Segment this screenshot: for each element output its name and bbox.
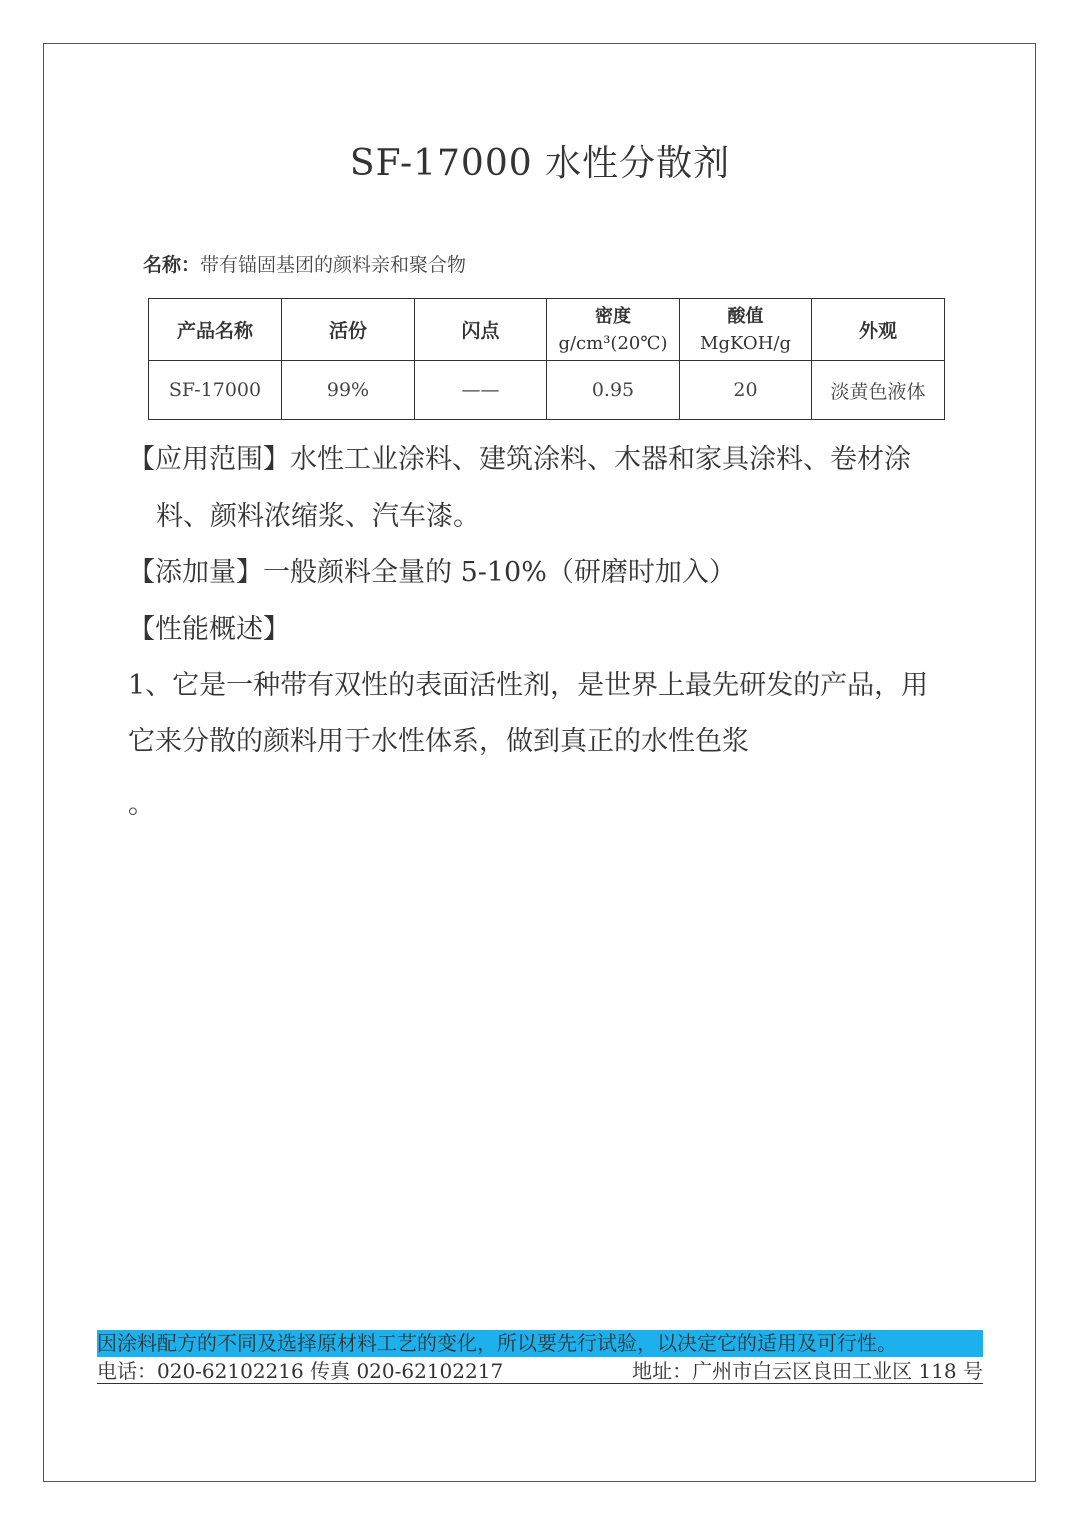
performance-line-1: 1、它是一种带有双性的表面活性剂，是世界上最先研发的产品，用: [128, 670, 929, 701]
cell-flash-point: ——: [415, 361, 547, 420]
product-name-line: [143, 250, 466, 277]
performance-heading: 【性能概述】: [128, 614, 290, 645]
header-active-content: 活份: [282, 299, 415, 361]
application-range-line-2: 料、颜料浓缩浆、汽车漆。: [156, 501, 480, 532]
table-header-row: [149, 299, 945, 361]
header-acid-value: [680, 299, 812, 361]
footer-disclaimer: 因涂料配方的不同及选择原材料工艺的变化，所以要先行试验，以决定它的适用及可行性。: [97, 1330, 983, 1357]
footer-phone-fax: 电话：020-62102216 传真 020-62102217: [97, 1359, 504, 1383]
cell-acid-value: 20: [680, 361, 812, 420]
header-flash-point: 闪点: [415, 299, 547, 361]
spec-table: [148, 298, 945, 420]
performance-line-3: 。: [128, 789, 155, 820]
name-label: 名称：: [143, 254, 201, 276]
footer-contact: [97, 1359, 983, 1384]
cell-appearance: 淡黄色液体: [812, 361, 945, 420]
header-appearance: 外观: [812, 299, 945, 361]
document-title: SF-17000 水性分散剂: [349, 143, 731, 184]
header-density: [547, 299, 680, 361]
performance-line-2: 它来分散的颜料用于水性体系，做到真正的水性色浆: [128, 726, 749, 757]
name-value: 带有锚固基团的颜料亲和聚合物: [200, 254, 467, 276]
dosage-line: 【添加量】一般颜料全量的 5-10%（研磨时加入）: [128, 557, 736, 588]
header-product-name: 产品名称: [149, 299, 282, 361]
header-acid-value-label: 酸值: [727, 305, 764, 327]
cell-active-content: 99%: [282, 361, 415, 420]
cell-product-name: SF-17000: [149, 361, 282, 420]
application-range-line-1: 【应用范围】水性工业涂料、建筑涂料、木器和家具涂料、卷材涂: [128, 444, 911, 475]
cell-density: 0.95: [547, 361, 680, 420]
footer-address: 地址：广州市白云区良田工业区 118 号: [632, 1359, 983, 1383]
header-acid-value-unit: MgKOH/g: [700, 332, 791, 354]
table-row: [149, 361, 945, 420]
header-density-unit: g/cm³(20℃): [558, 332, 668, 354]
header-density-label: 密度: [595, 305, 631, 327]
